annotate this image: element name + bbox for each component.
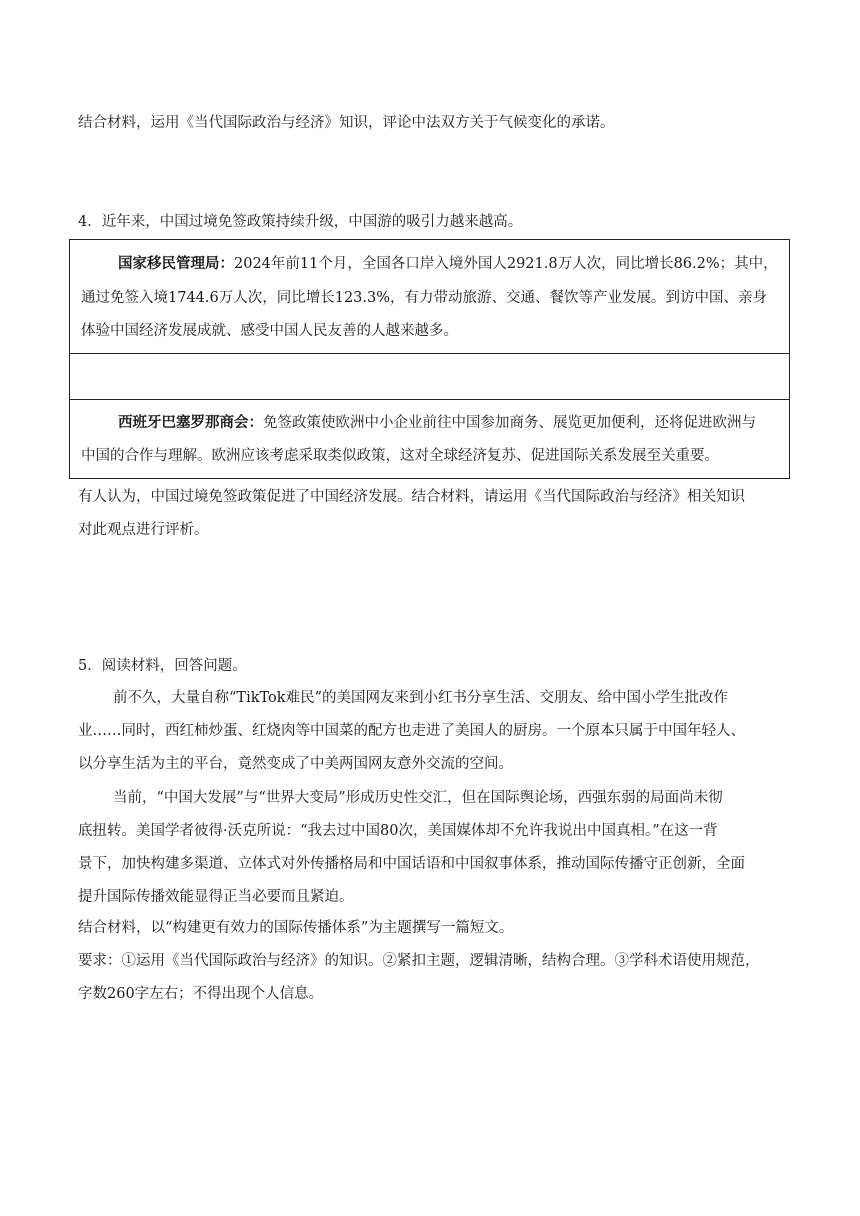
q5-p2-line1: 当前，“中国大发展”与“世界大变局”形成历史性交汇，但在国际舆论场，西强东弱的局面尚未彻 [113, 790, 723, 806]
q3-prompt: 结合材料，运用《当代国际政治与经济》知识，评论中法双方关于气候变化的承诺。 [78, 115, 615, 131]
q5-p2-line3: 景下，加快构建多渠道、立体式对外传播格局和中国话语和中国叙事体系，推动国际传播守正创新，全面 [78, 856, 745, 872]
q5-p1-line2: 业……同时，西红柿炒蛋、红烧肉等中国菜的配方也走进了美国人的厨房。一个原本只属于中国年轻人、 [78, 723, 745, 739]
q4-row1-speaker: 国家移民管理局： [118, 255, 234, 272]
q4-table-row-immigration [70, 240, 789, 354]
q4-row1-text1: 2024年前11个月，全国各口岸入境外国人2921.8万人次，同比增长86.2%；其中， [234, 256, 778, 272]
q5-intro: 5．阅读材料，回答问题。 [78, 658, 247, 674]
q4-table-row-barcelona [70, 400, 789, 478]
q4-row3-speaker: 西班牙巴塞罗那商会： [118, 414, 263, 431]
q4-row1-line3: 体验中国经济发展成就、感受中国人民友善的人越来越多。 [81, 323, 458, 339]
q4-row1-line1 [118, 257, 778, 272]
q5-requirements-line1: 要求：①运用《当代国际政治与经济》的知识。②紧扣主题，逻辑清晰，结构合理。③学科术语使用规范， [78, 953, 760, 969]
q4-question-line2: 对此观点进行评析。 [78, 522, 209, 538]
q5-p1-line1: 前不久，大量自称“TikTok难民”的美国网友来到小红书分享生活、交朋友、给中国小学生批改作 [113, 690, 728, 706]
q4-question-line1: 有人认为，中国过境免签政策促进了中国经济发展。结合材料，请运用《当代国际政治与经济》相关知识 [78, 489, 745, 505]
q5-p2-line2: 底扭转。美国学者彼得·沃克所说：“我去过中国80次，美国媒体却不允许我说出中国真相。”在这一背 [78, 823, 718, 839]
q4-row3-line2: 中国的合作与理解。欧洲应该考虑采取类似政策，这对全球经济复苏、促进国际关系发展至关重要。 [81, 448, 719, 464]
q5-requirements-line2: 字数260字左右；不得出现个人信息。 [78, 986, 324, 1002]
q4-table-row-empty [70, 354, 789, 400]
q4-row3-text1: 免签政策使欧洲中小企业前往中国参加商务、展览更加便利，还将促进欧洲与 [263, 415, 756, 431]
q5-p2-line4: 提升国际传播效能显得正当必要而且紧迫。 [78, 889, 354, 905]
q4-row1-line2: 通过免签入境1744.6万人次，同比增长123.3%，有力带动旅游、交通、餐饮等产业发展。到访中国、亲身 [81, 290, 768, 306]
q5-task: 结合材料，以“构建更有效力的国际传播体系”为主题撰写一篇短文。 [78, 920, 514, 936]
q5-p1-line3: 以分享生活为主的平台，竟然变成了中美两国网友意外交流的空间。 [78, 756, 513, 772]
q4-material-table [69, 239, 790, 479]
q4-row3-line1 [118, 416, 756, 431]
q4-intro: 4．近年来，中国过境免签政策持续升级，中国游的吸引力越来越高。 [78, 214, 523, 230]
